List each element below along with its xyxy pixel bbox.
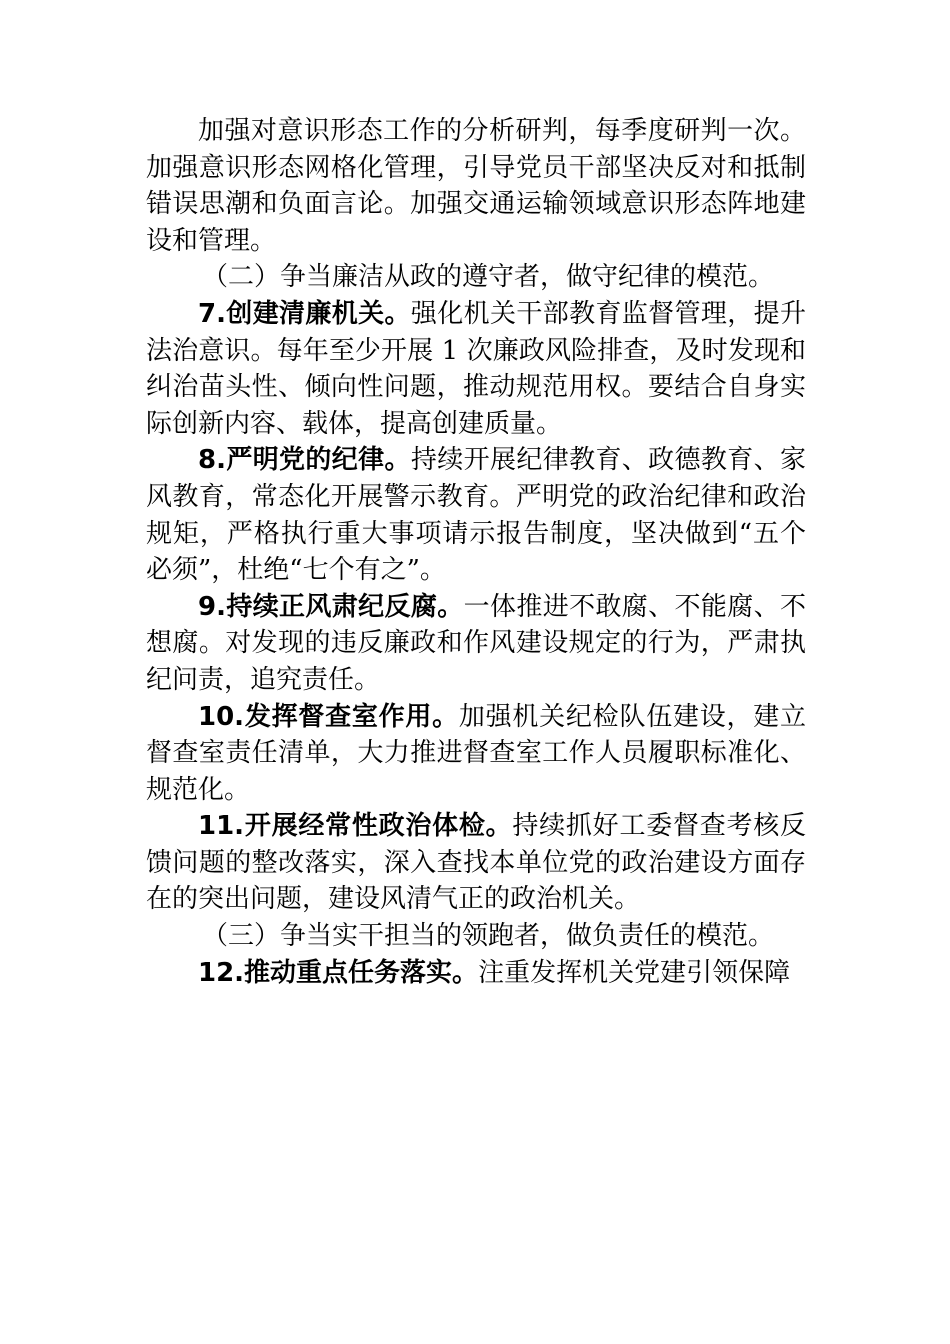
item-lead: 10.发挥督查室作用。 — [198, 701, 459, 732]
item-lead: 11.开展经常性政治体检。 — [198, 811, 513, 842]
section-heading-text: （三）争当实干担当的领跑者，做负责任的模范。 — [202, 921, 775, 952]
item-lead: 12.推动重点任务落实。 — [198, 957, 479, 988]
item-text: 持续开展纪律教育、政德教育、家风教育，常态化开展警示教育。严明党的政治纪律和政治规矩，严格执行重大事项请示报告制度，坚决做到“五个必须”，杜绝“七个有之”。 — [146, 445, 806, 586]
item-lead: 7.创建清廉机关。 — [198, 298, 411, 329]
item-7 — [146, 296, 806, 442]
item-text: 注重发挥机关党建引领保障 — [478, 957, 791, 988]
item-9 — [146, 589, 806, 699]
item-text: 强化机关干部教育监督管理，提升法治意识。每年至少开展 1 次廉政风险排查，及时发现和纠治苗头性、倾向性问题，推动规范用权。要结合自身实际创新内容、载体，提高创建质量。 — [146, 298, 806, 439]
item-lead: 9.持续正风肃纪反腐。 — [198, 591, 464, 622]
section-heading-2 — [146, 259, 806, 296]
item-11 — [146, 808, 806, 918]
item-8 — [146, 442, 806, 588]
paragraph-text: 加强对意识形态工作的分析研判，每季度研判一次。加强意识形态网格化管理，引导党员干部坚决反对和抵制错误思潮和负面言论。加强交通运输领域意识形态阵地建设和管理。 — [146, 116, 806, 256]
item-10 — [146, 699, 806, 809]
item-12 — [146, 955, 806, 992]
document-page — [146, 113, 806, 991]
item-lead: 8.严明党的纪律。 — [198, 445, 411, 476]
paragraph-ideology — [146, 113, 806, 259]
item-text: 持续抓好工委督查考核反馈问题的整改落实，深入查找本单位党的政治建设方面存在的突出问题，建设风清气正的政治机关。 — [146, 811, 806, 915]
item-text: 加强机关纪检队伍建设，建立督查室责任清单，大力推进督查室工作人员履职标准化、规范化。 — [146, 701, 806, 805]
item-text: 一体推进不敢腐、不能腐、不想腐。对发现的违反廉政和作风建设规定的行为，严肃执纪问责，追究责任。 — [146, 591, 806, 695]
section-heading-3 — [146, 918, 806, 955]
section-heading-text: （二）争当廉洁从政的遵守者，做守纪律的模范。 — [202, 262, 775, 293]
